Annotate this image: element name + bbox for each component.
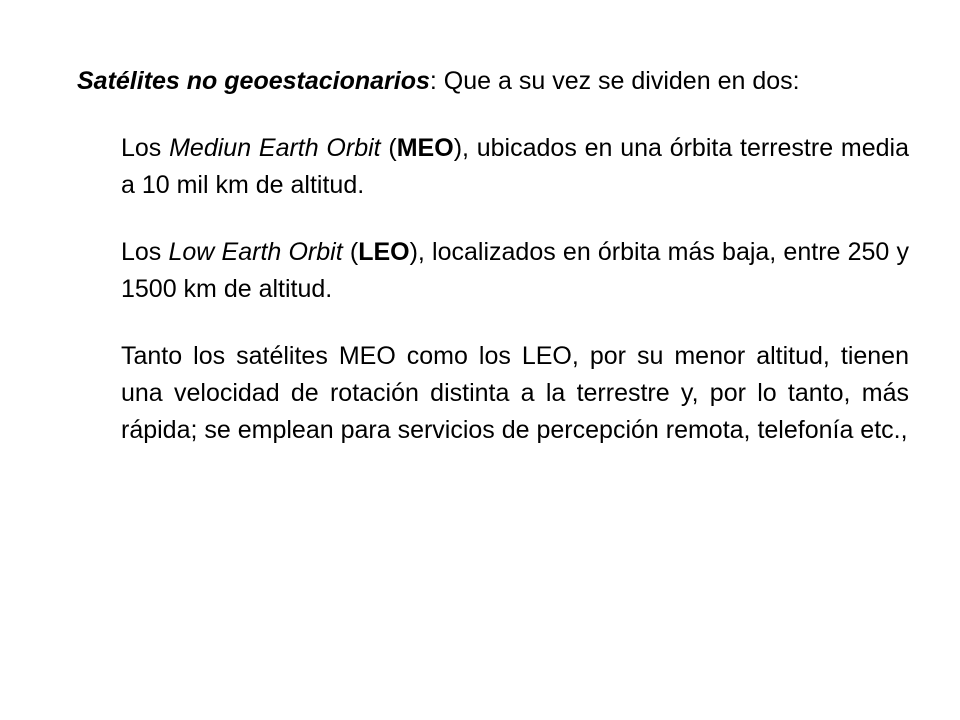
- leo-prefix: Los: [121, 238, 169, 266]
- intro-rest: : Que a su vez se dividen en dos:: [429, 67, 800, 95]
- meo-name: Mediun Earth Orbit: [169, 134, 381, 162]
- intro-term: Satélites no geoestacionarios: [77, 67, 430, 95]
- slide-body: [77, 63, 909, 449]
- leo-name: Low Earth Orbit: [168, 238, 343, 266]
- leo-abbr: LEO: [358, 238, 410, 266]
- meo-paragraph: [121, 130, 909, 204]
- meo-rest: ), ubicados en una órbita terrestre media a 10 mil km de altitud.: [121, 134, 909, 199]
- leo-rest: ), localizados en órbita más baja, entre 250 y 1500 km de altitud.: [121, 238, 909, 303]
- summary-paragraph: Tanto los satélites MEO como los LEO, por su menor altitud, tienen una velocidad de rotación distinta a la terrestre y, por lo tanto, más rápida; se emplean para servicios de percepción remota, telefonía etc.,: [121, 342, 909, 444]
- leo-paragraph: [121, 234, 909, 308]
- meo-abbr: MEO: [396, 134, 454, 162]
- leo-open-paren: (: [342, 238, 359, 266]
- intro-paragraph: [77, 63, 909, 100]
- meo-prefix: Los: [121, 134, 170, 162]
- meo-open-paren: (: [380, 134, 397, 162]
